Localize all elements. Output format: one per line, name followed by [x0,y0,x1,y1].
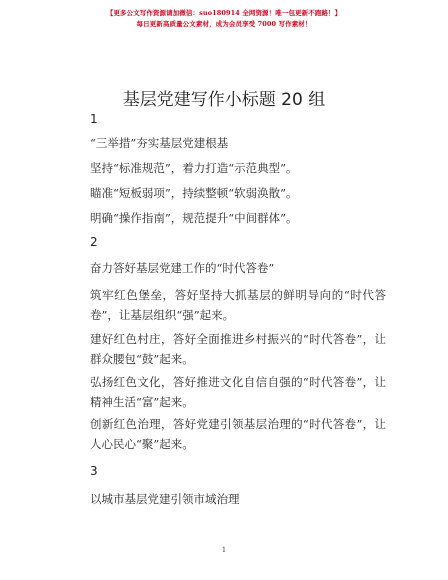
section-number: 1 [90,112,98,126]
promo-banner-line-2: 每日更新高质量公文素材，成为会员享受 7000 写作素材！ [136,20,312,28]
promo-banner-line-1: 【更多公文写作资源请加微信：suo180914 全网资源！唯一包更新不跑路！】 [106,9,342,17]
section-number: 3 [90,464,98,478]
paragraph: 坚持“标准规范”，着力打造“示范典型”。 [90,161,298,175]
section-heading: 以城市基层党建引领市域治理 [90,492,240,506]
section-heading: 奋力答好基层党建工作的“时代答卷” [90,261,275,275]
paragraph: 弘扬红色文化，答好推进文化自信自强的“时代答卷”，让精神生活“富”起来。 [90,375,386,409]
paragraph: 建好红色村庄，答好全面推进乡村振兴的“时代答卷”，让群众腰包“鼓”起来。 [90,332,386,366]
document-title: 基层党建写作小标题 20 组 [122,90,326,110]
section-number: 2 [90,235,98,249]
section-heading: “三举措”夯实基层党建根基 [90,136,229,150]
paragraph: 瞄准“短板弱项”，持续整顿“软弱涣散”。 [90,186,298,200]
page-number: 1 [221,546,227,554]
paragraph: 明确“操作指南”，规范提升“中间群体”。 [90,211,298,225]
paragraph: 创新红色治理，答好党建引领基层治理的“时代答卷”，让人心民心“聚”起来。 [90,417,386,451]
paragraph: 筑牢红色堡垒，答好坚持大抓基层的鲜明导向的“时代答卷”，让基层组织“强”起来。 [90,288,386,322]
